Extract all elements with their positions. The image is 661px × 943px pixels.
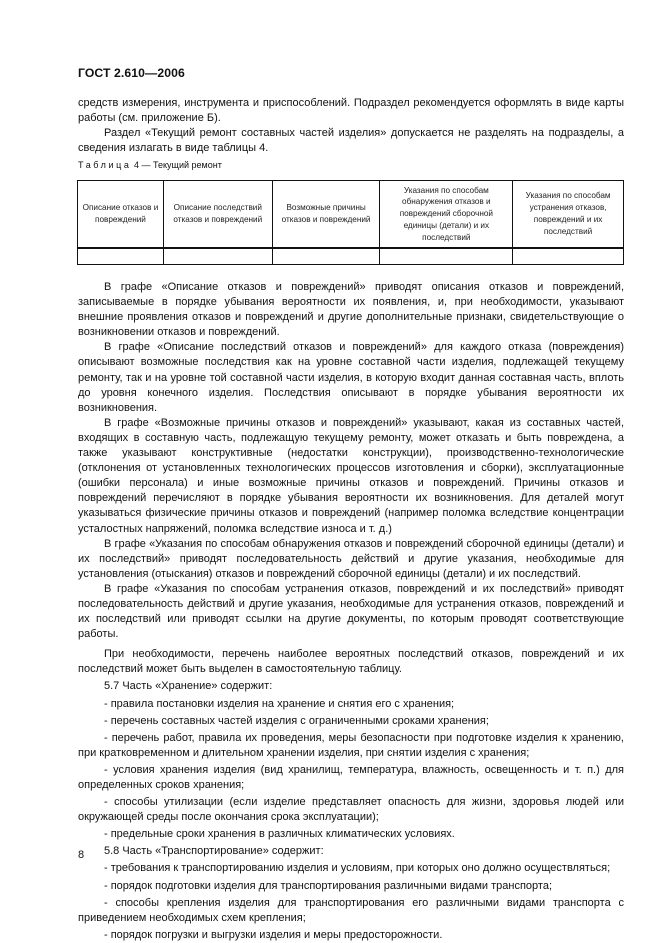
table-caption — [78, 160, 222, 170]
body-paragraph: В графе «Описание последствий отказов и повреждений» для каждого отказа (повреждения) описывают возможные последствия как на уровне составной части изделия, подлежащей текущему ремонту, так и на уровне той составной части изделия, в которую входит данная составная часть, вплоть до уровня конечного изделия. Последствия описывают в порядке убывания вероятности их возникновения. — [78, 341, 624, 414]
list-item: - способы крепления изделия для транспортирования его различными видами транспорта с приведением необходимых схем крепления; — [78, 896, 624, 924]
list-item: - условия хранения изделия (вид хранилищ, температура, влажность, освещенность и т. п.) для определенных сроков хранения; — [78, 763, 624, 791]
body-paragraph: В графе «Указания по способам обнаружения отказов и повреждений сборочной единицы (детали) и их последствий» приводят последовательность действий и другие указания, необходимые для установления (отыскания) отказов и повреждений сборочной единицы (детали) и их последствий. — [78, 537, 624, 580]
table-caption-title: 4 — Текущий ремонт — [134, 160, 222, 170]
list-item: - правила постановки изделия на хранение и снятия его с хранения; — [104, 697, 455, 710]
list-item: - перечень работ, правила их проведения, меры безопасности при подготовке изделия к хранению, при кратковременном и длительном хранении изделия, при снятии изделия с хранения; — [78, 731, 624, 759]
column-header: Описание отказов и повреждений — [78, 181, 164, 249]
table-cell — [513, 248, 624, 265]
column-header: Описание последствий отказов и повреждений — [163, 181, 272, 249]
document-standard-id: ГОСТ 2.610—2006 — [78, 66, 185, 80]
body-text — [78, 280, 624, 943]
table-cell — [272, 248, 380, 265]
body-paragraph: В графе «Описание отказов и повреждений» приводят описания отказов и повреждений, записываемые в порядке убывания вероятности их появления, и, при необходимости, указывают внешние проявления отказов и повреждений и другие дополнительные признаки, свидетельствующие о возникновении отказов и повреждений. — [78, 281, 624, 339]
section-5-7-title: 5.7 Часть «Хранение» содержит: — [104, 680, 273, 693]
list-item: - способы утилизации (если изделие представляет опасность для жизни, здоровья людей или окружающей среды после окончания срока эксплуатации); — [78, 796, 624, 824]
body-paragraph: При необходимости, перечень наиболее вероятных последствий отказов, повреждений и их последствий может быть выделен в самостоятельную таблицу. — [78, 648, 624, 676]
section-5-8-title: 5.8 Часть «Транспортирование» содержит: — [104, 845, 324, 858]
table-4-current-repair — [77, 180, 624, 265]
table-cell — [380, 248, 513, 265]
table-cell — [163, 248, 272, 265]
table-caption-label: Таблица — [78, 160, 132, 170]
table-row — [78, 248, 624, 265]
list-item: - требования к транспортированию изделия и условиям, при которых оно должно осуществляться; — [104, 862, 611, 875]
body-paragraph: В графе «Указания по способам устранения отказов, повреждений и их последствий» приводят последовательность действий и другие указания, необходимые для устранения отказов, повреждений и их последствий или приводят ссылки на другие документы, по которым проводят соответствующие работы. — [78, 582, 624, 641]
page-number: 8 — [78, 849, 85, 861]
list-item: - порядок подготовки изделия для транспортирования различными видами транспорта; — [104, 879, 553, 892]
body-paragraph: В графе «Возможные причины отказов и повреждений» указывают, какая из составных частей, входящих в составную часть, подлежащую текущему ремонту, может отказать и быть повреждена, а также указывают конструктивные (недостатки конструкции), производственно-технологические (отклонения от установленных технологических процессов изготовления и сборки), эксплуатационные (ошибки персонала) и иные возможные причины отказов и повреждений. Причины отказов и повреждений перечисляют в порядке убывания вероятности их возникновения. Для деталей могут указываться физические причины отказов и повреждений (например поломка вследствие концентрации усталостных напряжений, поломка вследствие износа и т. д.) — [78, 416, 624, 535]
column-header: Указания по способам устранения отказов, повреждений и их последствий — [513, 181, 624, 249]
intro-paragraph: Раздел «Текущий ремонт составных частей изделия» допускается не разделять на подразделы, а сведения излагать в виде таблицы 4. — [78, 127, 624, 155]
table-cell — [78, 248, 164, 265]
intro-paragraph: средств измерения, инструмента и приспособлений. Подраздел рекомендуется оформлять в виде карты работы (см. приложение Б). — [78, 97, 624, 125]
list-item: - предельные сроки хранения в различных климатических условиях. — [104, 828, 455, 841]
list-item: - перечень составных частей изделия с ограниченными сроками хранения; — [104, 714, 489, 727]
table-header-row — [78, 181, 624, 249]
intro-text — [78, 96, 624, 156]
column-header: Возможные причины отказов и повреждений — [272, 181, 380, 249]
column-header: Указания по способам обнаружения отказов и повреждений сборочной единицы (детали) и их последствий — [380, 181, 513, 249]
list-item: - порядок погрузки и выгрузки изделия и меры предосторожности. — [104, 928, 443, 941]
